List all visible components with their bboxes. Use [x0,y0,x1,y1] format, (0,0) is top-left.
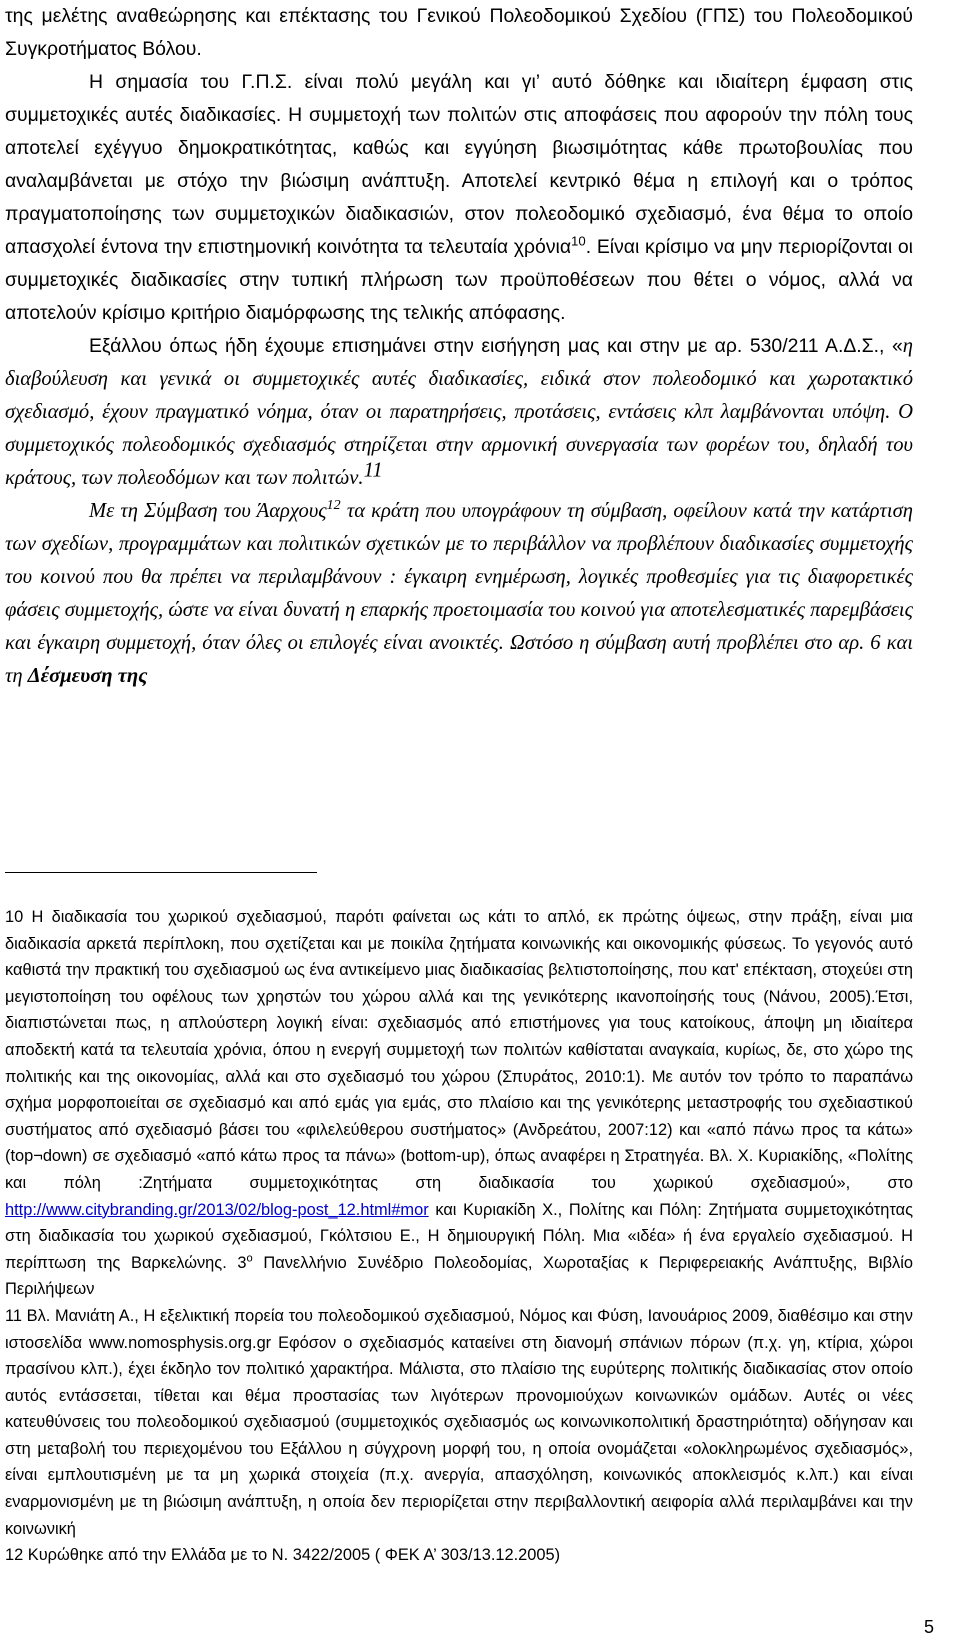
page-number: 5 [924,1617,935,1637]
paragraph-1: της μελέτης αναθεώρησης και επέκτασης του Γενικού Πολεοδομικού Σχεδίου (ΓΠΣ) του Πολεοδομικού Συγκροτήματος Βόλου. [5,5,913,60]
paragraph-4: Με τη Σύμβαση του Άαρχους$^{12}$ τα κράτη που υπογράφουν τη σύμβαση, οφείλουν κατά την κατάρτιση των σχεδίων, προγραμμάτων και πολιτικών σχετικών με το περιβάλλον να προβλέπουν διαδικασίες συμμετοχής του κοινού που θα πρέπει να περιλαμβάνουν : έγκαιρη ενημέρωση, λογικές προθεσμίες για τις διαφορετικές φάσεις συμμετοχής, ώστε να είναι δυνατή η επαρκής προετοιμασία του κοινού για αποτελεσματικές παρεμβάσεις και έγκαιρη συμμετοχή, όταν όλες οι επιλογές είναι ανοικτές. Ωστόσο η σύμβαση αυτή προβλέπει στο αρ. 6 και τη Δέσμευση της [5,498,913,687]
footnote-ref-12[interactable]: 12 [326,498,341,514]
bold-phrase: Δέσμευση της [27,665,148,687]
footnote-separator [5,872,317,873]
quote-text: η διαβούλευση και γενικά οι συμμετοχικές αυτές διαδικασίες, ειδικά στον πολεοδομικό και χωροτακτικό σχεδιασμό, έχουν πραγματικό νόημα, όταν οι παρατηρήσεις, προτάσεις, εντάσεις κλπ λαμβάνονται υπόψη. Ο συμμετοχικός πολεοδομικός σχεδιασμός στηρίζεται στην αρμονική συνεργασία των φορέων του, δηλαδή του κράτους, των πολεοδόμων και των πολιτών. [5,335,913,489]
footnote-12: 12 Κυρώθηκε από την Ελλάδα με το Ν. 3422/2005 ( ΦΕΚ Α’ 303/13.12.2005) [5,1546,561,1565]
footnote-ref-11[interactable]: 11 [363,459,383,482]
paragraph-3: Εξάλλου όπως ήδη έχουμε επισημάνει στην εισήγηση μας και στην με αρ. 530/211 Α.Δ.Σ., «η διαβούλευση και γενικά οι συμμετοχικές αυτές διαδικασίες, ειδικά στον πολεοδομικό και χωροτακτικό σχεδιασμό, έχουν πραγματικό νόημα, όταν οι παρατηρήσεις, προτάσεις, εντάσεις κλπ λαμβάνονται υπόψη. Ο συμμετοχικός πολεοδομικός σχεδιασμός στηρίζεται στην αρμονική συνεργασία των φορέων του, δηλαδή του κράτους, των πολεοδόμων και των πολιτών.$^{11}$ [5,335,913,489]
document-body [5,0,913,693]
paragraph-2: Η σημασία του Γ.Π.Σ. είναι πολύ μεγάλη και γι’ αυτό δόθηκε και ιδιαίτερη έμφαση στις συμμετοχικές αυτές διαδικασίες. Η συμμετοχή των πολιτών στις αποφάσεις που αφορούν την πόλη τους αποτελεί εχέγγυο δημοκρατικότητας, καθώς και εγγύηση βιωσιμότητας κάθε πρωτοβουλίας που αναλαμβάνεται με στόχο την βιώσιμη ανάπτυξη. Αποτελεί κεντρικό θέμα η επιλογή και ο τρόπος πραγματοποίησης των συμμετοχικών διαδικασιών, στον πολεοδομικό σχεδιασμό, ένα θέμα το οποίο απασχολεί έντονα την επιστημονική κοινότητα τα τελευταία χρόνια$^{10}$. Είναι κρίσιμο να μην περιορίζονται οι συμμετοχικές διαδικασίες στην τυπική πλήρωση των προϋποθέσεων που θέτει ο νόμος, αλλά να αποτελούν κρίσιμο κριτήριο διαμόρφωσης της τελικής απόφασης. [5,71,913,324]
footnotes [5,904,913,1569]
footnote-10: 10 Η διαδικασία του χωρικού σχεδιασμού, παρότι φαίνεται ως κάτι το απλό, εκ πρώτης όψεως, στην πράξη, είναι μια διαδικασία αρκετά περίπλοκη, που σχετίζεται και με ποικίλα ζητήματα κοινωνικής και οικονομικής φύσεως. Το γεγονός αυτό καθιστά την πρακτική του σχεδιασμού ως ένα αντικείμενο μιας διαδικασίας βελτιστοποίησης, που κατ' επέκταση, στοχεύει στη μεγιστοποίηση του οφέλους των χρηστών του χώρου αλλά και της γενικότερης ικανοποίησής τους (Νάνου, 2005).Έτσι, διαπιστώνεται πως, η απλούστερη λογική είναι: σχεδιασμός από επιστήμονες για τους κατοίκους, άποψη μη ιδιαίτερα αποδεκτή κατά τα τελευταία χρόνια, όπου η ενεργή συμμετοχή των πολιτών καθίσταται αναγκαία, κυρίως, δε, στο χώρο της πολιτικής και της οικονομίας, αλλά και στο σχεδιασμό του χώρου (Σπυράτος, 2010:1). Με αυτόν τον τρόπο το παραπάνω σχήμα μορφοποιείται σε σχεδιασμό και από εμάς για εμάς, στο πλαίσιο και της γενικότερης μεταστροφής του σχεδιαστικού συστήματος από σχεδιασμό βάσει του «φιλελεύθερου συστήματος» (Ανδρεάτου, 2007:12) και «από πάνω προς τα κάτω» (top¬down) σε σχεδιασμό «από κάτω προς τα πάνω» (bottom-up), όπως αναφέρει η Στρατηγέα. Βλ. Χ. Κυριακίδης, «Πολίτης και πόλη :Ζητήματα συμμετοχικότητας στη διαδικασία του χωρικού σχεδιασμού», στο http://www.citybranding.gr/2013/02/blog-post_12.html#mor και Κυριακίδη Χ., Πολίτης και Πόλη: Ζητήματα συμμετοχικότητας στη διαδικασία του χωρικού σχεδιασμού, Γκόλτσιου Ε., Η δημιουργική Πόλη. Μια «ιδέα» ή ένα εργαλείο σχεδιασμού. Η περίπτωση της Βαρκελώνης. $3^o$ Πανελλήνιο Συνέδριο Πολεοδομίας, Χωροταξίας κ Περιφερειακής Ανάπτυξης, Βιβλίο Περιλήψεων [5,908,913,1299]
footnote-11: 11 Βλ. Μανιάτη Α., Η εξελικτική πορεία του πολεοδομικού σχεδιασμού, Νόμος και Φύση, Ιανουάριος 2009, διαθέσιμο και στην ιστοσελίδα www.nomosphysis.org.gr Εφόσον ο σχεδιασμός καταείνει στη διανομή σπάνιων πόρων (π.χ. γη, κτίρια, χώροι πρασίνου κλπ.), έχει έκδηλο τον πολιτικό χαρακτήρα. Μάλιστα, στο πλαίσιο της ευρύτερης πολιτικής διαδικασίας στον οποίο αυτός εντάσσεται, τίθεται και θέμα προστασίας των λιγότερων προνομιούχων κοινωνικών ομάδων. Αυτές οι νέες κατευθύνσεις του πολεοδομικού σχεδιασμού (συμμετοχικός σχεδιασμός ως κοινωνικοπολιτική δραστηριότητα) οδήγησαν και στη μεταβολή του περιεχομένου του Εξάλλου η σύγχρονη μορφή του, η οποία ονομάζεται «ολοκληρωμένος σχεδιασμός», είναι εμπλουτισμένη με τα μη χωρικά στοιχεία (π.χ. ανεργία, απασχόληση, κοινωνικός αποκλεισμός κ.λπ.) και είναι εναρμονισμένη με τη βιώσιμη ανάπτυξη, η οποία δεν περιορίζεται στην περιβαλλοντική αειφορία αλλά περιλαμβάνει και την κοινωνική [5,1306,913,1538]
footnote-ref-10[interactable]: 10 [571,233,586,249]
citybranding-link[interactable]: http://www.citybranding.gr/2013/02/blog-post_12.html#mor [5,1200,429,1219]
